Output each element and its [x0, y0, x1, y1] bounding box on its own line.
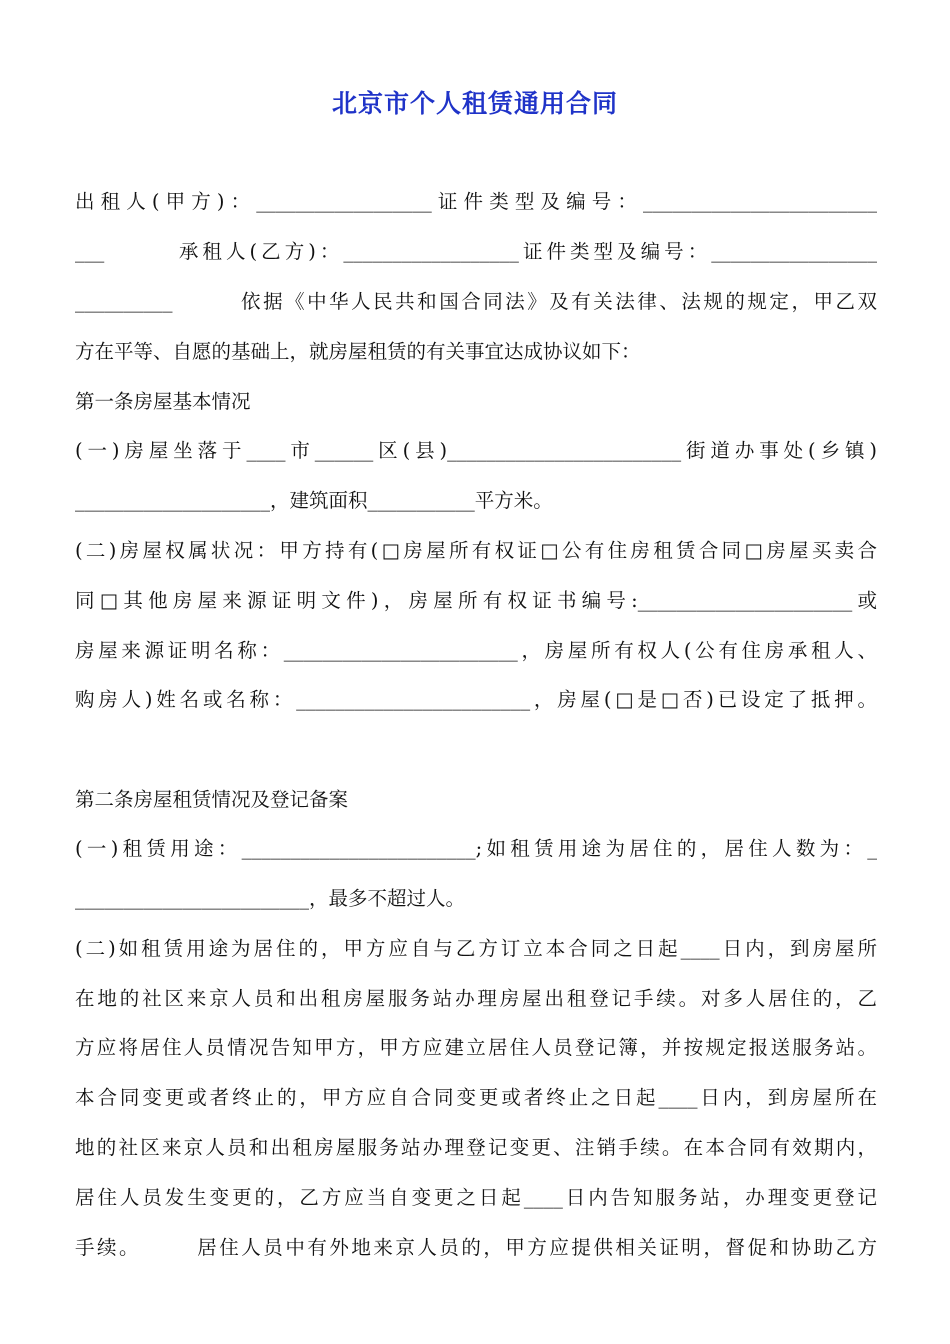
text-line: ___ 承租人(乙方)：__________________证件类型及编号：_________________ — [75, 240, 877, 263]
text-line: 居住人员发生变更的，乙方应当自变更之日起____日内告知服务站，办理变更登记 — [75, 1186, 877, 1209]
text-line: 同□其他房屋来源证明文件)，房屋所有权证书编号:______________________或 — [75, 589, 877, 612]
section-heading: 第二条房屋租赁情况及登记备案 — [75, 788, 349, 811]
text-line: 方应将居住人员情况告知甲方，甲方应建立居住人员登记簿，并按规定报送服务站。 — [75, 1036, 877, 1059]
text-line: (一)房屋坐落于____市______区(县)________________________街道办事处(乡镇) — [75, 439, 877, 462]
text-line: __________ 依据《中华人民共和国合同法》及有关法律、法规的规定，甲乙双 — [75, 290, 877, 313]
text-line: 本合同变更或者终止的，甲方应自合同变更或者终止之日起____日内，到房屋所在 — [75, 1086, 877, 1109]
document-title: 北京市个人租赁通用合同 — [331, 89, 618, 118]
text-line: 出租人(甲方)：__________________证件类型及编号：________________________ — [75, 190, 877, 213]
text-line: (一)租赁用途：________________________;如租赁用途为居住的，居住人数为：_ — [75, 837, 877, 860]
text-line: (二)如租赁用途为居住的，甲方应自与乙方订立本合同之日起____日内，到房屋所 — [75, 937, 877, 960]
text-line: ____________________，建筑面积___________平方米。 — [75, 489, 553, 512]
text-line: 地的社区来京人员和出租房屋服务站办理登记变更、注销手续。在本合同有效期内， — [75, 1136, 877, 1159]
text-line: 在地的社区来京人员和出租房屋服务站办理房屋出租登记手续。对多人居住的，乙 — [75, 987, 877, 1010]
section-heading: 第一条房屋基本情况 — [75, 390, 251, 413]
text-line: ________________________，最多不超过人。 — [75, 887, 466, 910]
text-line: 购房人)姓名或名称：________________________，房屋(□是□否)已设定了抵押。 — [75, 688, 877, 711]
text-line: (二)房屋权属状况：甲方持有(□房屋所有权证□公有住房租赁合同□房屋买卖合 — [75, 539, 877, 562]
text-line: 方在平等、自愿的基础上，就房屋租赁的有关事宜达成协议如下： — [75, 340, 641, 363]
text-line: 房屋来源证明名称：________________________，房屋所有权人(公有住房承租人、 — [75, 639, 877, 662]
text-line: 手续。 居住人员中有外地来京人员的，甲方应提供相关证明，督促和协助乙方 — [75, 1236, 877, 1259]
